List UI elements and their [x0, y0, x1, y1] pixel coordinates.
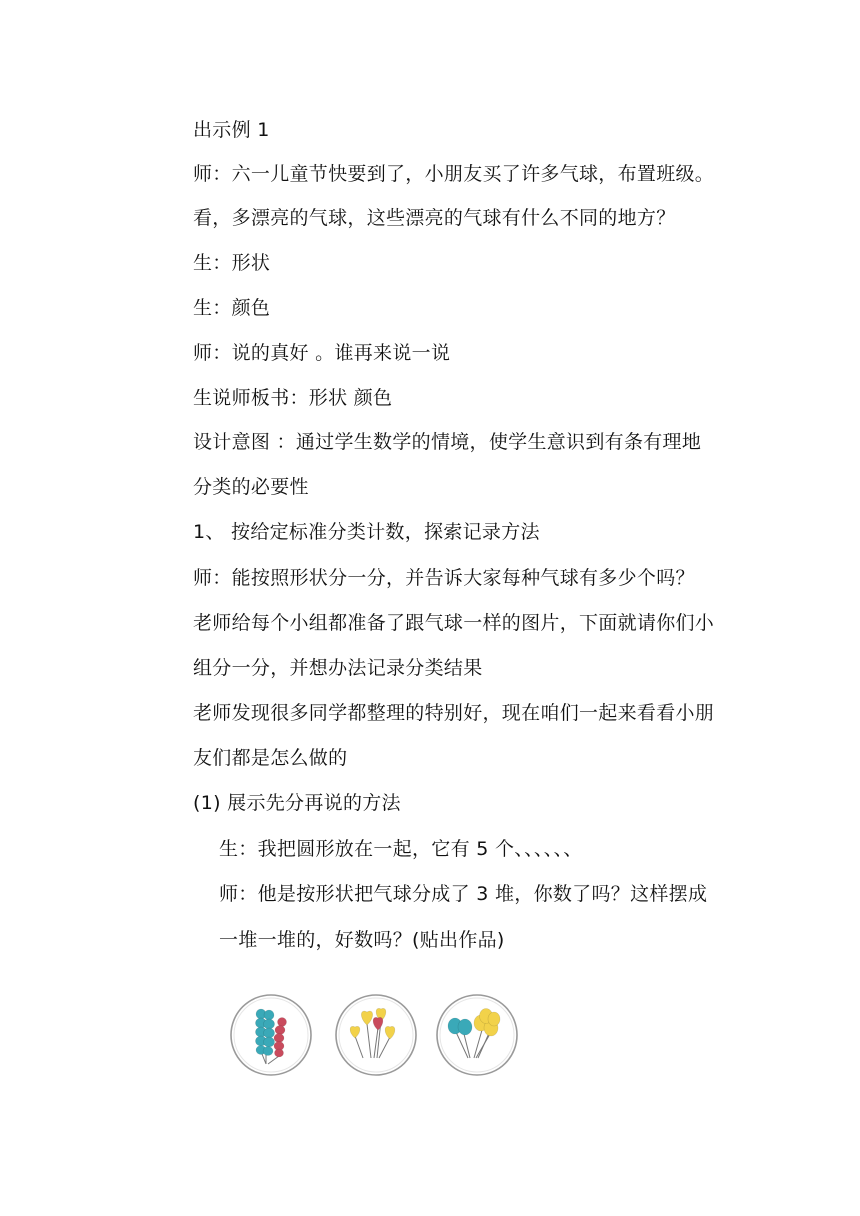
text-line: 1、 按给定标准分类计数，探索记录方法: [193, 521, 540, 543]
text-line: 生：我把圆形放在一起，它有 5 个、、、、、、: [219, 838, 583, 860]
text-line: 出示例 1: [193, 119, 270, 141]
text-line: 设计意图 ：通过学生数学的情境，使学生意识到有条有理地: [193, 431, 702, 453]
text-line: 师：能按照形状分一分，并告诉大家每种气球有多少个吗？: [193, 567, 695, 589]
text-line: 老师发现很多同学都整理的特别好，现在咱们一起来看看小朋: [193, 702, 715, 724]
balloon-groups-figure: [228, 992, 528, 1088]
text-line: 分类的必要性: [193, 476, 309, 498]
text-line: 老师给每个小组都准备了跟气球一样的图片，下面就请你们小: [193, 612, 715, 634]
heart-balloons-group: [333, 992, 419, 1078]
text-line: 看，多漂亮的气球，这些漂亮的气球有什么不同的地方？: [193, 207, 676, 229]
round-balloons-group: [434, 992, 520, 1078]
text-line: 师：他是按形状把气球分成了 3 堆，你数了吗？这样摆成: [219, 883, 708, 905]
text-line: 师：说的真好 。谁再来说一说: [193, 342, 451, 364]
text-line: 生：颜色: [193, 297, 271, 319]
text-line: 一堆一堆的，好数吗？(贴出作品): [219, 929, 505, 951]
text-line: 生：形状: [193, 252, 271, 274]
text-line: (1) 展示先分再说的方法: [193, 792, 401, 814]
text-line: 友们都是怎么做的: [193, 747, 348, 769]
text-line: 组分一分，并想办法记录分类结果: [193, 657, 483, 679]
text-line: 师：六一儿童节快要到了，小朋友买了许多气球，布置班级。: [193, 163, 715, 185]
text-line: 生说师板书：形状 颜色: [193, 387, 393, 409]
long-balloons-group: [228, 992, 314, 1078]
